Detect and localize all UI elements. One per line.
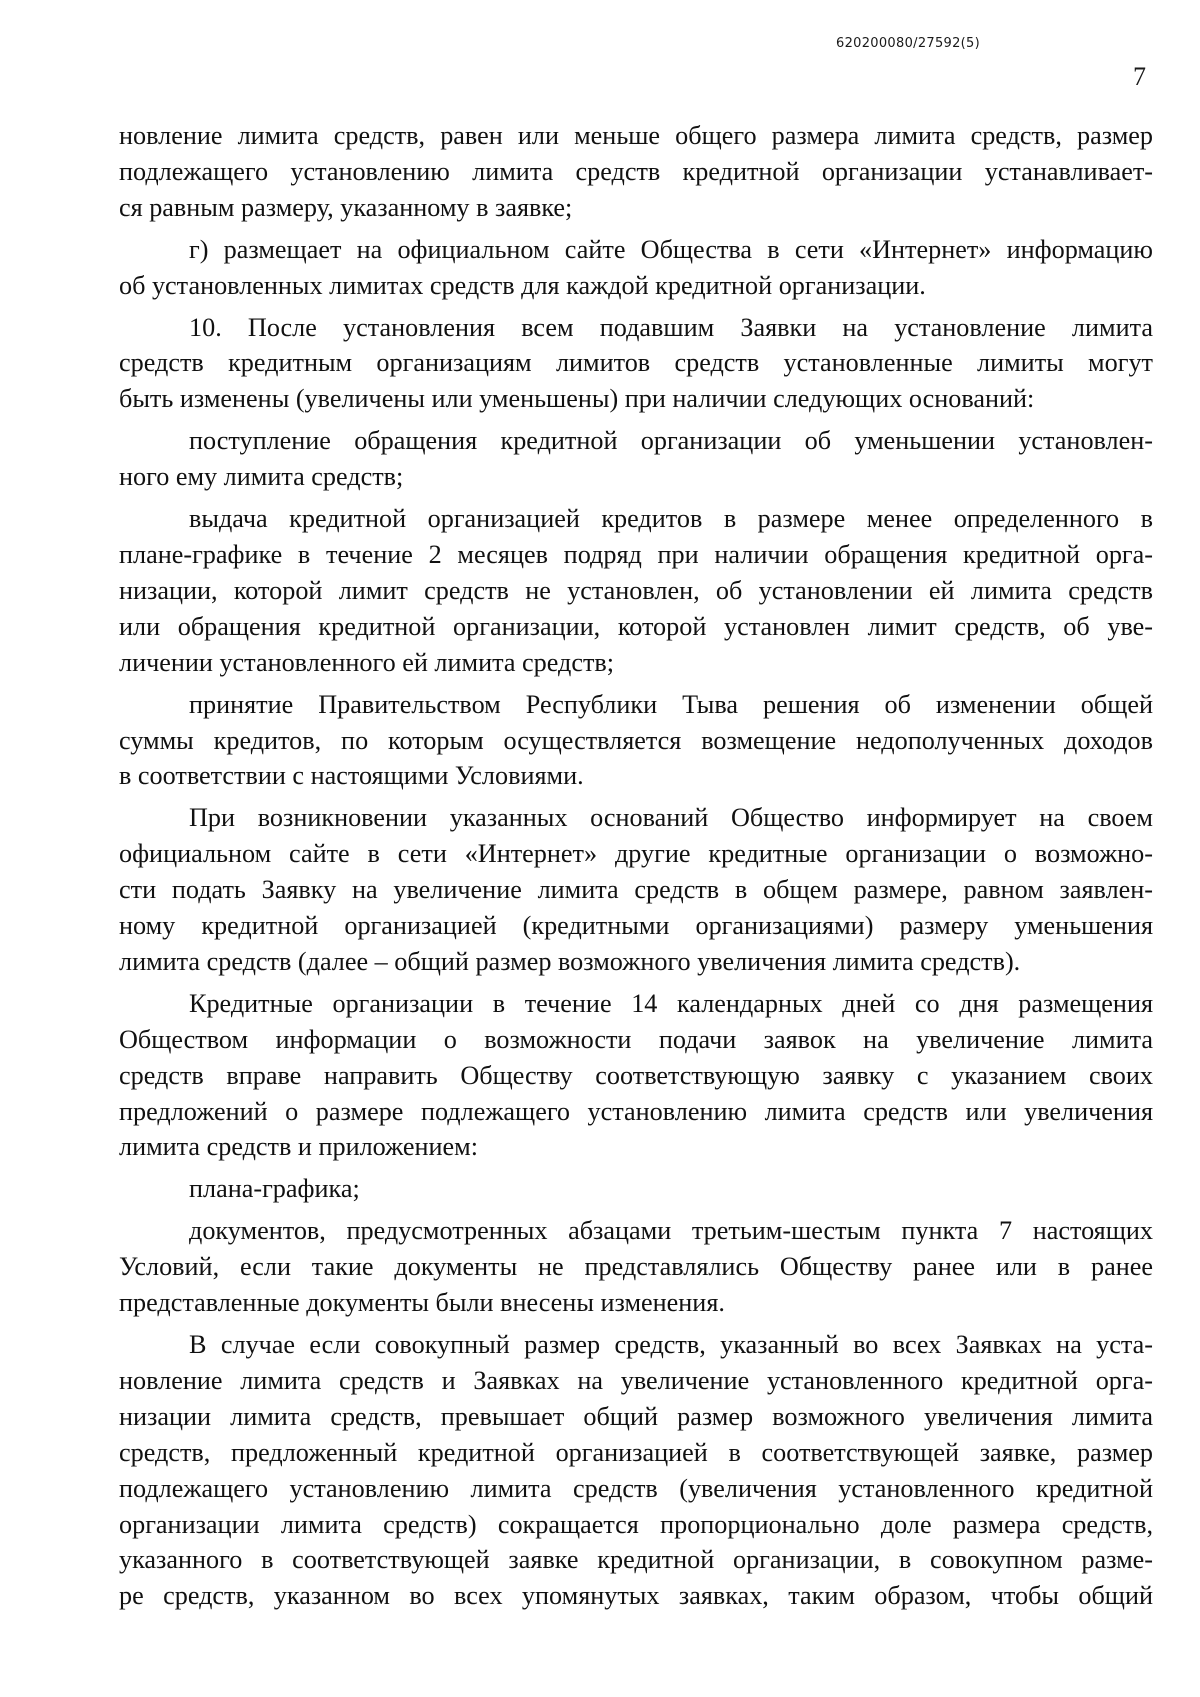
text-line: Кредитные организации в течение 14 календарных дней со дня размещения — [189, 988, 1153, 1018]
document-id: 620200080/27592(5) — [836, 36, 980, 51]
text-line: указанного в соответствующей заявке кредитной организации, в совокупном разме- — [119, 1545, 1153, 1575]
text-line: официальном сайте в сети «Интернет» другие кредитные организации о возможно- — [119, 839, 1153, 869]
text-line: об установленных лимитах средств для каждой кредитной организации. — [119, 270, 926, 300]
text-line: ся равным размеру, указанному в заявке; — [119, 192, 573, 222]
paragraph — [119, 423, 1153, 495]
text-line: средств, предложенный кредитной организацией в соответствующей заявке, размер — [119, 1437, 1153, 1467]
text-line: ному кредитной организацией (кредитными организациями) размеру уменьшения — [119, 911, 1153, 941]
text-line: лимита средств (далее – общий размер возможного увеличения лимита средств). — [119, 946, 1021, 976]
text-line: принятие Правительством Республики Тыва решения об изменении общей — [189, 689, 1153, 719]
text-line: ре средств, указанном во всех упомянутых заявках, таким образом, чтобы общий — [119, 1581, 1153, 1611]
text-line: плана-графика; — [189, 1174, 360, 1204]
text-line: Обществом информации о возможности подачи заявок на увеличение лимита — [119, 1024, 1153, 1054]
text-line: или обращения кредитной организации, которой установлен лимит средств, об уве- — [119, 611, 1153, 641]
text-line: документов, предусмотренных абзацами третьим-шестым пункта 7 настоящих — [189, 1216, 1153, 1246]
text-line: ного ему лимита средств; — [119, 462, 404, 492]
text-line: поступление обращения кредитной организации об уменьшении установлен- — [189, 426, 1153, 456]
text-line: быть изменены (увеличены или уменьшены) при наличии следующих оснований: — [119, 384, 1035, 414]
text-line: сти подать Заявку на увеличение лимита средств в общем размере, равном заявлен- — [119, 875, 1153, 905]
text-line: средств кредитным организациям лимитов средств установленные лимиты могут — [119, 348, 1153, 378]
text-line: лимита средств и приложением: — [119, 1132, 478, 1162]
paragraph — [119, 310, 1153, 418]
text-line: выдача кредитной организацией кредитов в размере менее определенного в — [189, 504, 1153, 534]
text-line: подлежащего установлению лимита средств кредитной организации устанавливает- — [119, 156, 1153, 186]
text-line: В случае если совокупный размер средств, указанный во всех Заявках на уста- — [189, 1330, 1153, 1359]
paragraph — [119, 1213, 1153, 1321]
text-line: 10. После установления всем подавшим Заявки на установление лимита — [189, 312, 1153, 342]
text-line: новление лимита средств и Заявках на увеличение установленного кредитной орга- — [119, 1365, 1153, 1395]
text-line: новление лимита средств, равен или меньше общего размера лимита средств, размер — [119, 121, 1153, 150]
text-line: При возникновении указанных оснований Общество информирует на своем — [189, 803, 1153, 833]
document-body — [119, 118, 1153, 1614]
paragraph — [119, 687, 1153, 795]
text-line: средств вправе направить Обществу соответствующую заявку с указанием своих — [119, 1060, 1153, 1090]
text-line: в соответствии с настоящими Условиями. — [119, 761, 584, 791]
text-line: представленные документы были внесены изменения. — [119, 1288, 725, 1318]
text-line: г) размещает на официальном сайте Общества в сети «Интернет» информацию — [189, 234, 1153, 264]
paragraph — [119, 501, 1153, 681]
text-line: предложений о размере подлежащего установлению лимита средств или увеличения — [119, 1096, 1153, 1126]
text-line: низации лимита средств, превышает общий размер возможного увеличения лимита — [119, 1401, 1153, 1431]
page-number: 7 — [1133, 62, 1146, 91]
text-line: Условий, если такие документы не представлялись Обществу ранее или в ранее — [119, 1252, 1153, 1282]
text-line: плане-графике в течение 2 месяцев подряд при наличии обращения кредитной орга- — [119, 539, 1153, 569]
paragraph — [119, 232, 1153, 304]
text-line: подлежащего установлению лимита средств (увеличения установленного кредитной — [119, 1473, 1153, 1503]
text-line: низации, которой лимит средств не установлен, об установлении ей лимита средств — [119, 575, 1153, 605]
paragraph — [119, 118, 1153, 226]
text-line: суммы кредитов, по которым осуществляется возмещение недополученных доходов — [119, 725, 1153, 755]
paragraph — [119, 986, 1153, 1166]
text-line: организации лимита средств) сокращается пропорционально доле размера средств, — [119, 1509, 1153, 1539]
paragraph — [119, 1171, 1153, 1207]
paragraph — [119, 800, 1153, 980]
text-line: личении установленного ей лимита средств; — [119, 647, 615, 677]
paragraph — [119, 1327, 1153, 1614]
